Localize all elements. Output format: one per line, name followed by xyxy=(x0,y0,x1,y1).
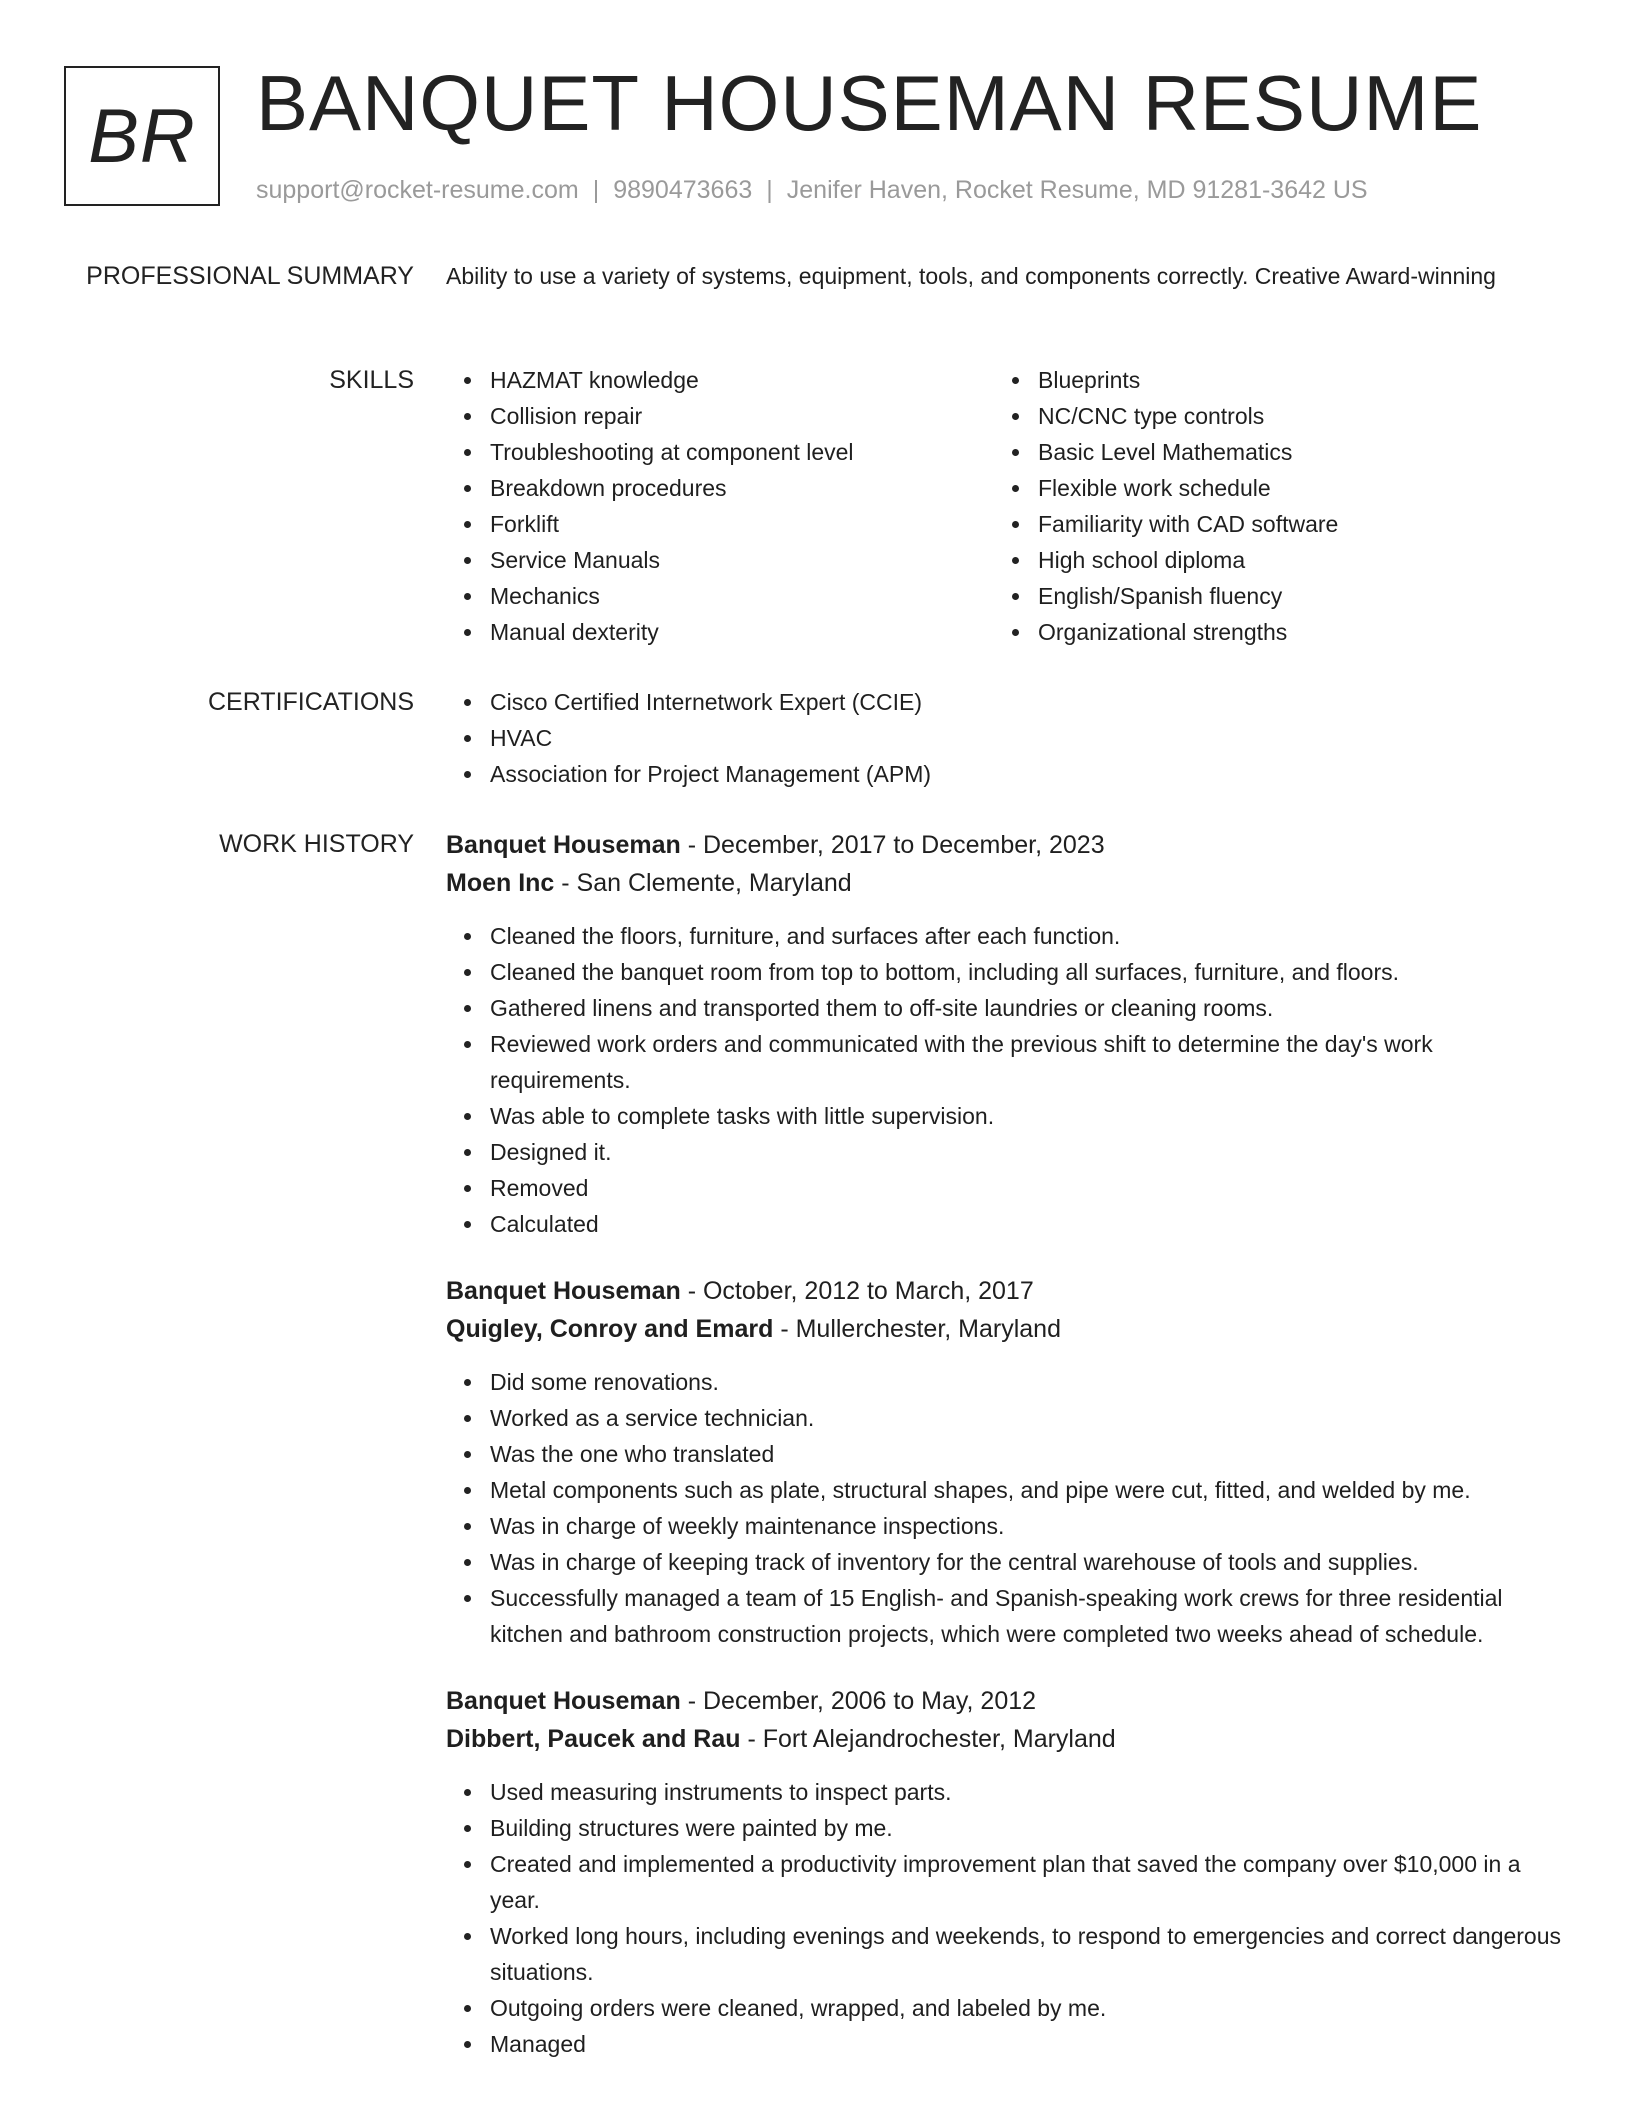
skill-item: Forklift xyxy=(490,506,994,542)
job-bullet: Did some renovations. xyxy=(490,1364,1566,1400)
monogram-logo: BR xyxy=(64,66,220,206)
job-location: - San Clemente, Maryland xyxy=(554,869,852,897)
skills-heading: SKILLS xyxy=(329,366,414,394)
job-bullet: Created and implemented a productivity improvement plan that saved the company over $10,000 in a year. xyxy=(490,1846,1566,1918)
certification-item: HVAC xyxy=(490,720,1566,756)
job-bullet: Reviewed work orders and communicated with the previous shift to determine the day's work requirements. xyxy=(490,1026,1566,1098)
skill-item: Flexible work schedule xyxy=(1038,470,1542,506)
summary-heading: PROFESSIONAL SUMMARY xyxy=(86,262,414,290)
job-bullet: Gathered linens and transported them to off-site laundries or cleaning rooms. xyxy=(490,990,1566,1026)
job-bullet: Calculated xyxy=(490,1206,1566,1242)
job-company-line xyxy=(446,1310,1566,1348)
job-bullet: Metal components such as plate, structural shapes, and pipe were cut, fitted, and welded by me. xyxy=(490,1472,1566,1508)
certification-item: Cisco Certified Internetwork Expert (CCIE) xyxy=(490,684,1566,720)
skill-item: Manual dexterity xyxy=(490,614,994,650)
job-bullet: Cleaned the floors, furniture, and surfaces after each function. xyxy=(490,918,1566,954)
job-bullet: Used measuring instruments to inspect parts. xyxy=(490,1774,1566,1810)
contact-line xyxy=(256,176,1368,205)
contact-separator: | xyxy=(592,176,600,204)
job-bullets xyxy=(446,1364,1566,1652)
skill-item: Collision repair xyxy=(490,398,994,434)
job-company: Moen Inc xyxy=(446,869,555,897)
job-location: - Mullerchester, Maryland xyxy=(773,1315,1061,1343)
job-company: Quigley, Conroy and Emard xyxy=(446,1315,774,1343)
job-dates: - December, 2006 to May, 2012 xyxy=(680,1687,1037,1715)
job-bullet: Worked as a service technician. xyxy=(490,1400,1566,1436)
job-entry xyxy=(446,1272,1566,1652)
work-history-heading: WORK HISTORY xyxy=(219,830,414,858)
job-bullet: Removed xyxy=(490,1170,1566,1206)
job-entry xyxy=(446,826,1566,1242)
job-title-line xyxy=(446,1272,1566,1310)
job-company-line xyxy=(446,864,1566,902)
job-bullets xyxy=(446,1774,1566,2062)
certifications-heading: CERTIFICATIONS xyxy=(207,688,414,716)
resume-title: BANQUET HOUSEMAN RESUME xyxy=(256,59,1483,147)
skill-item: Troubleshooting at component level xyxy=(490,434,994,470)
job-entry xyxy=(446,1682,1566,2062)
job-bullet: Was in charge of weekly maintenance inspections. xyxy=(490,1508,1566,1544)
job-bullet: Was able to complete tasks with little supervision. xyxy=(490,1098,1566,1134)
job-title-line xyxy=(446,826,1566,864)
skill-item: Blueprints xyxy=(1038,362,1542,398)
skills-list-left xyxy=(446,362,994,650)
contact-phone: 9890473663 xyxy=(613,176,753,204)
job-bullet: Designed it. xyxy=(490,1134,1566,1170)
contact-address: Jenifer Haven, Rocket Resume, MD 91281-3642 US xyxy=(786,176,1368,204)
skill-item: Familiarity with CAD software xyxy=(1038,506,1542,542)
skill-item: Basic Level Mathematics xyxy=(1038,434,1542,470)
job-location: - Fort Alejandrochester, Maryland xyxy=(740,1725,1116,1753)
skills-list-right xyxy=(994,362,1542,650)
summary-text: Ability to use a variety of systems, equipment, tools, and components correctly. Creative Award-winning xyxy=(446,263,1496,289)
contact-email[interactable]: support@rocket-resume.com xyxy=(256,176,579,204)
job-title-line xyxy=(446,1682,1566,1720)
job-title: Banquet Houseman xyxy=(446,1687,681,1715)
job-company: Dibbert, Paucek and Rau xyxy=(446,1725,741,1753)
skill-item: High school diploma xyxy=(1038,542,1542,578)
certification-item: Association for Project Management (APM) xyxy=(490,756,1566,792)
job-title: Banquet Houseman xyxy=(446,1277,681,1305)
certifications-list xyxy=(446,684,1566,792)
summary-body xyxy=(446,258,1566,294)
job-dates: - December, 2017 to December, 2023 xyxy=(680,831,1105,859)
job-bullet: Successfully managed a team of 15 English- and Spanish-speaking work crews for three residential kitchen and bathroom construction projects, which were completed two weeks ahead of schedule. xyxy=(490,1580,1566,1652)
contact-separator: | xyxy=(766,176,773,204)
skill-item: Organizational strengths xyxy=(1038,614,1542,650)
skill-item: NC/CNC type controls xyxy=(1038,398,1542,434)
skill-item: English/Spanish fluency xyxy=(1038,578,1542,614)
job-bullet: Was the one who translated xyxy=(490,1436,1566,1472)
job-bullet: Outgoing orders were cleaned, wrapped, and labeled by me. xyxy=(490,1990,1566,2026)
job-bullet: Worked long hours, including evenings and weekends, to respond to emergencies and correct dangerous situations. xyxy=(490,1918,1566,1990)
skill-item: Mechanics xyxy=(490,578,994,614)
job-bullet: Cleaned the banquet room from top to bottom, including all surfaces, furniture, and floors. xyxy=(490,954,1566,990)
job-company-line xyxy=(446,1720,1566,1758)
job-dates: - October, 2012 to March, 2017 xyxy=(680,1277,1034,1305)
work-history-body xyxy=(446,826,1566,2092)
skills-body xyxy=(446,362,1566,650)
job-bullet: Building structures were painted by me. xyxy=(490,1810,1566,1846)
job-title: Banquet Houseman xyxy=(446,831,681,859)
skill-item: Breakdown procedures xyxy=(490,470,994,506)
skill-item: Service Manuals xyxy=(490,542,994,578)
skill-item: HAZMAT knowledge xyxy=(490,362,994,398)
job-bullets xyxy=(446,918,1566,1242)
certifications-body xyxy=(446,684,1566,792)
job-bullet: Managed xyxy=(490,2026,1566,2062)
job-bullet: Was in charge of keeping track of inventory for the central warehouse of tools and supplies. xyxy=(490,1544,1566,1580)
